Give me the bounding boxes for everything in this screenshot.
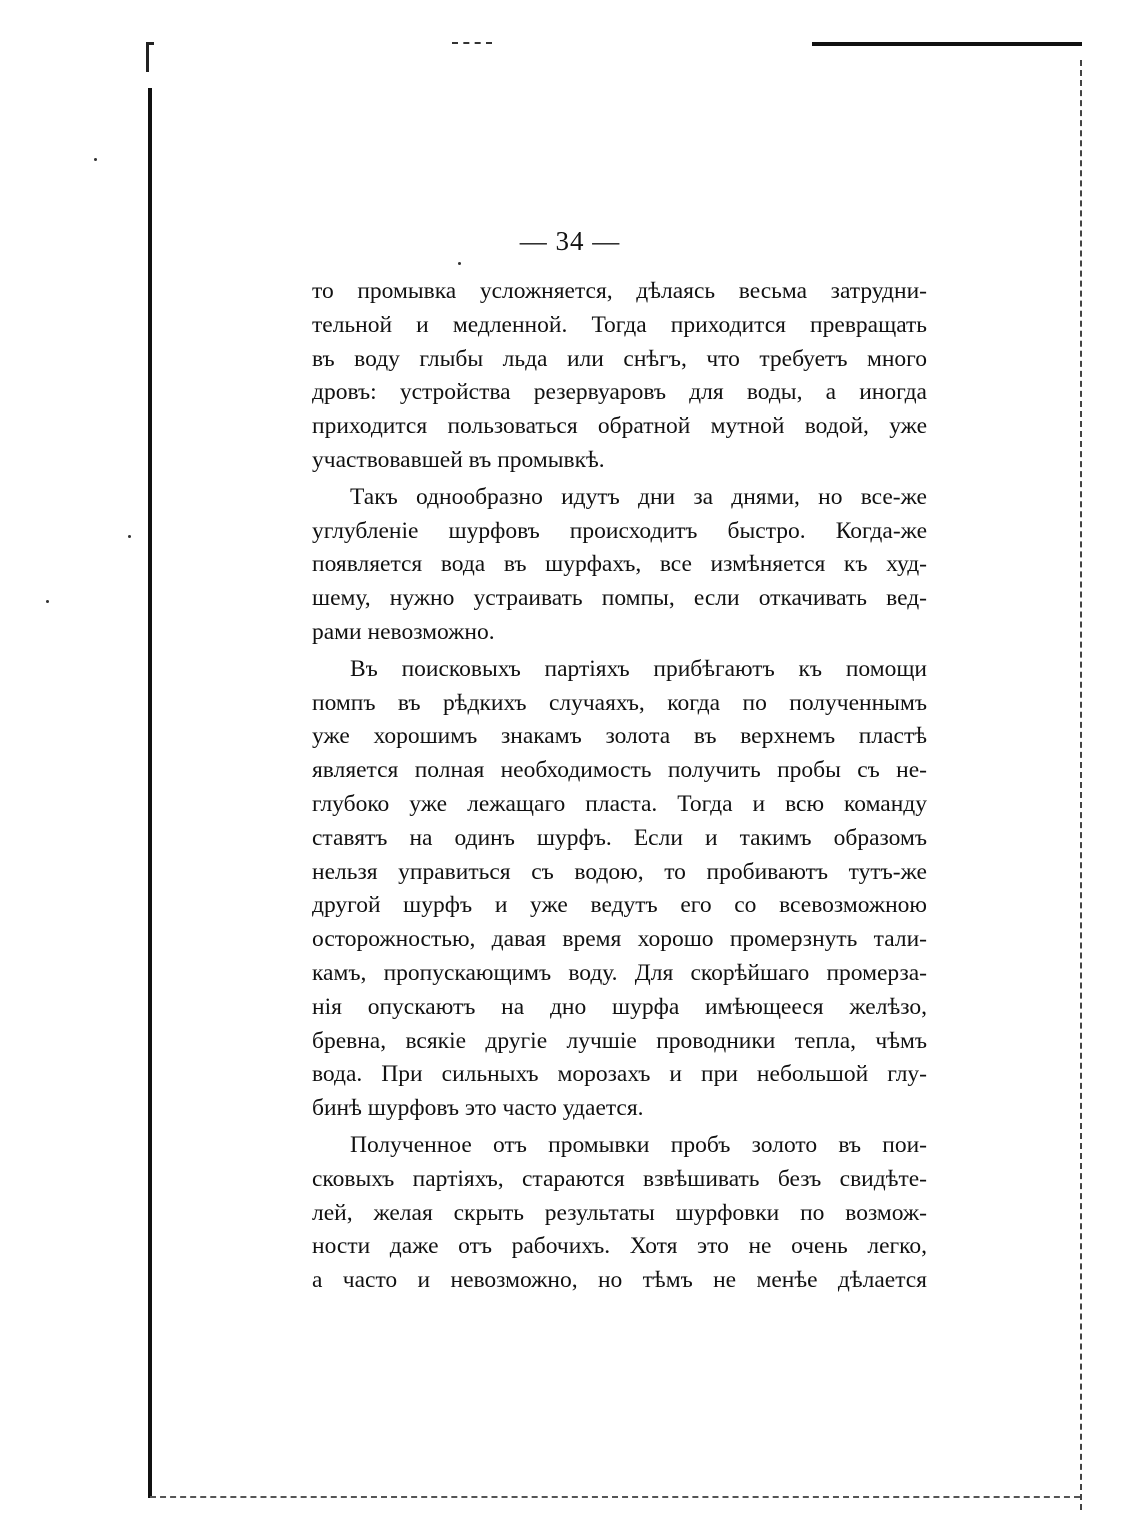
text-line: шему, нужно устраивать помпы, если откачивать вед-: [312, 585, 927, 612]
scan-speck: [46, 600, 49, 603]
text-line: осторожностью, давая время хорошо промерзнуть тали-: [312, 926, 927, 953]
scan-top-border: [812, 42, 1082, 46]
scan-top-dash: [452, 42, 492, 46]
text-line: приходится пользоваться обратной мутной водой, уже: [312, 413, 927, 440]
text-line: нія опускаютъ на дно шурфа имѣющееся желѣзо,: [312, 993, 927, 1020]
text-line: камъ, пропускающимъ воду. Для скорѣйшаго промерза-: [312, 959, 927, 986]
text-line: бинѣ шурфовъ это часто удается.: [312, 1095, 644, 1122]
text-line: Такъ однообразно идутъ дни за днями, но все-же: [350, 483, 927, 510]
paragraph: [312, 275, 927, 478]
scan-speck: [128, 535, 131, 538]
text-line: ставятъ на одинъ шурфъ. Если и такимъ образомъ: [312, 824, 927, 851]
text-line: лей, желая скрыть результаты шурфовки по возмож-: [312, 1199, 927, 1226]
text-line: участвовавшей въ промывкѣ.: [312, 446, 605, 473]
text-line: является полная необходимость получить пробы съ не-: [312, 757, 927, 784]
text-line: бревна, всякіе другіе лучшіе проводники тепла, чѣмъ: [312, 1027, 927, 1054]
scan-left-border: [148, 88, 152, 1498]
text-line: помпъ въ рѣдкихъ случаяхъ, когда по полученнымъ: [312, 689, 927, 716]
text-line: въ воду глыбы льда или снѣгъ, что требуетъ много: [312, 345, 927, 372]
text-line: дровъ: устройства резервуаровъ для воды, а иногда: [312, 379, 927, 406]
scan-right-border: [1080, 60, 1082, 1510]
text-line: то промывка усложняется, дѣлаясь весьма затрудни-: [312, 278, 927, 304]
text-line: тельной и медленной. Тогда приходится превращать: [312, 311, 927, 338]
text-line: глубоко уже лежащаго пласта. Тогда и всю команду: [312, 790, 927, 817]
text-line: вода. При сильныхъ морозахъ и при небольшой глу-: [312, 1061, 927, 1088]
text-line: Полученное отъ промывки пробъ золото въ пои-: [350, 1131, 927, 1158]
scan-edge-mark: [146, 42, 154, 45]
paragraph: [312, 653, 927, 1126]
paragraph: [312, 1129, 927, 1298]
text-line: другой шурфъ и уже ведутъ его со всевозможною: [312, 892, 927, 919]
paragraph: [312, 481, 927, 650]
scan-speck: [94, 158, 97, 161]
text-line: а часто и невозможно, но тѣмъ не менѣе дѣлается: [312, 1267, 927, 1294]
text-line: нельзя управиться съ водою, то пробиваютъ тутъ-же: [312, 858, 927, 885]
scan-edge-mark: [146, 42, 149, 72]
text-line: рами невозможно.: [312, 618, 495, 645]
text-line: ности даже отъ рабочихъ. Хотя это не очень легко,: [312, 1233, 927, 1260]
text-line: углубленіе шурфовъ происходитъ быстро. Когда-же: [312, 517, 927, 544]
page-number: — 34 —: [519, 226, 621, 256]
text-line: уже хорошимъ знакамъ золота въ верхнемъ пластѣ: [312, 723, 927, 750]
scan-speck: [458, 262, 461, 265]
text-line: сковыхъ партіяхъ, стараются взвѣшивать безъ свидѣте-: [312, 1165, 927, 1192]
body-text: [312, 275, 927, 1298]
text-line: появляется вода въ шурфахъ, все измѣняется къ худ-: [312, 551, 927, 578]
text-line: Въ поисковыхъ партіяхъ прибѣгаютъ къ помощи: [350, 655, 927, 682]
scan-bottom-border: [150, 1496, 1080, 1498]
